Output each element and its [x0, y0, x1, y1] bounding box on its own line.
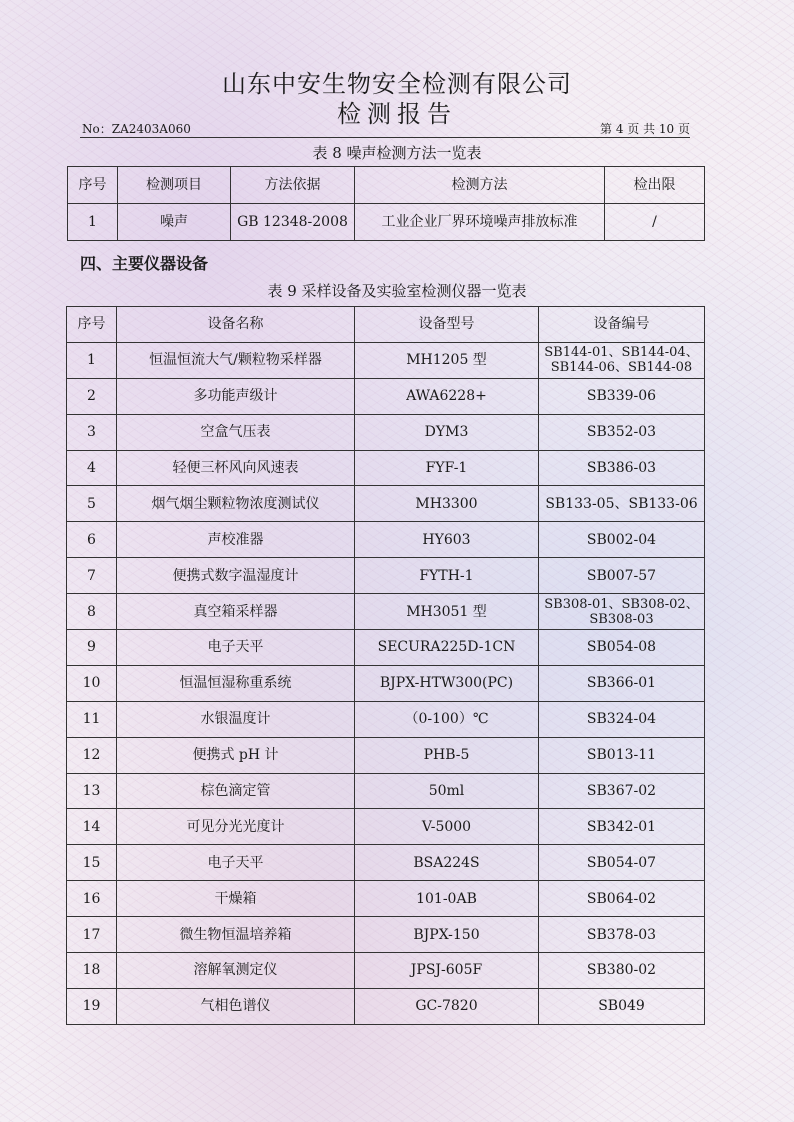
table-row — [67, 701, 705, 737]
header-cell: 设备型号 — [355, 307, 539, 343]
table-cell: 恒温恒湿称重系统 — [117, 665, 355, 701]
table-row — [67, 558, 705, 594]
cell-line: SB308-03 — [589, 611, 654, 627]
table-cell: SB366-01 — [539, 665, 705, 701]
table-cell: 17 — [67, 917, 117, 953]
table-cell: 13 — [67, 773, 117, 809]
table-cell: 18 — [67, 953, 117, 989]
table-cell: 可见分光光度计 — [117, 809, 355, 845]
table-cell: MH3051 型 — [355, 594, 539, 630]
table-cell: 2 — [67, 378, 117, 414]
table-cell: GC-7820 — [355, 988, 539, 1024]
table-cell: SB133-05、SB133-06 — [539, 486, 705, 522]
table-cell: 101-0AB — [355, 881, 539, 917]
table-cell: 电子天平 — [117, 630, 355, 666]
table-cell: SB367-02 — [539, 773, 705, 809]
table-cell: 空盒气压表 — [117, 414, 355, 450]
report-number — [82, 120, 191, 137]
table-cell: 8 — [67, 594, 117, 630]
table-cell: SB064-02 — [539, 881, 705, 917]
table-cell: 溶解氧测定仪 — [117, 953, 355, 989]
table-cell: 9 — [67, 630, 117, 666]
table-cell: SB352-03 — [539, 414, 705, 450]
table-row — [67, 630, 705, 666]
table-row — [68, 204, 705, 241]
table-cell: SB013-11 — [539, 737, 705, 773]
table-cell: 水银温度计 — [117, 701, 355, 737]
table-cell — [539, 594, 705, 630]
table-row — [67, 665, 705, 701]
table-row — [67, 594, 705, 630]
section-heading: 四、主要仪器设备 — [80, 254, 209, 273]
table-cell: 3 — [67, 414, 117, 450]
header-cell: 序号 — [68, 167, 118, 204]
table-cell: SB378-03 — [539, 917, 705, 953]
table-cell: 6 — [67, 522, 117, 558]
table-header-row — [67, 307, 705, 343]
page-indicator: 第 4 页 共 10 页 — [600, 122, 690, 136]
table-cell: SB324-04 — [539, 701, 705, 737]
table-cell: 50ml — [355, 773, 539, 809]
table-cell: SB049 — [539, 988, 705, 1024]
company-name: 山东中安生物安全检测有限公司 — [222, 70, 572, 98]
table-cell: 14 — [67, 809, 117, 845]
table-cell: 噪声 — [118, 204, 231, 241]
table-cell: V-5000 — [355, 809, 539, 845]
report-number-label: No： — [82, 122, 112, 136]
report-title: 检测报告 — [337, 100, 457, 128]
table-row — [67, 917, 705, 953]
table-row — [67, 953, 705, 989]
header-cell: 检测项目 — [118, 167, 231, 204]
table-row — [67, 378, 705, 414]
table-cell: 5 — [67, 486, 117, 522]
table-row — [67, 773, 705, 809]
table-row — [67, 414, 705, 450]
equipment-table-caption: 表 9 采样设备及实验室检测仪器一览表 — [267, 282, 527, 300]
table-row — [67, 737, 705, 773]
table-cell: 19 — [67, 988, 117, 1024]
equipment-table — [66, 306, 705, 1025]
report-number-value: ZA2403A060 — [111, 122, 191, 136]
header-cell: 序号 — [67, 307, 117, 343]
table-cell: 1 — [68, 204, 118, 241]
noise-method-table — [67, 166, 705, 241]
table-row — [67, 450, 705, 486]
header-cell: 设备编号 — [539, 307, 705, 343]
header-divider — [80, 137, 690, 138]
table-cell: / — [605, 204, 705, 241]
table-row — [67, 342, 705, 378]
table-cell: 11 — [67, 701, 117, 737]
table-row — [67, 881, 705, 917]
table-cell: 电子天平 — [117, 845, 355, 881]
table-cell: GB 12348-2008 — [231, 204, 355, 241]
table-cell: 12 — [67, 737, 117, 773]
table-cell: BJPX-150 — [355, 917, 539, 953]
table-cell: SB386-03 — [539, 450, 705, 486]
table-cell: 气相色谱仪 — [117, 988, 355, 1024]
table-cell: 干燥箱 — [117, 881, 355, 917]
table-row — [67, 809, 705, 845]
cell-line: SB144-06、SB144-08 — [550, 360, 693, 376]
cell-line: SB144-01、SB144-04、 — [544, 345, 699, 361]
table-cell: DYM3 — [355, 414, 539, 450]
table-cell: 便携式 pH 计 — [117, 737, 355, 773]
table-row — [67, 845, 705, 881]
table-cell: 烟气烟尘颗粒物浓度测试仪 — [117, 486, 355, 522]
table-cell: SB380-02 — [539, 953, 705, 989]
table-row — [67, 988, 705, 1024]
header-cell: 检测方法 — [355, 167, 605, 204]
table-cell: BSA224S — [355, 845, 539, 881]
table-cell: FYF-1 — [355, 450, 539, 486]
cell-line: SB308-01、SB308-02、 — [544, 596, 699, 612]
table-cell: 微生物恒温培养箱 — [117, 917, 355, 953]
table-cell: SB054-08 — [539, 630, 705, 666]
table-cell: 7 — [67, 558, 117, 594]
table-cell: SB342-01 — [539, 809, 705, 845]
table-cell: SB339-06 — [539, 378, 705, 414]
table-cell — [539, 342, 705, 378]
table-row — [67, 522, 705, 558]
table-header-row — [68, 167, 705, 204]
table-cell: 轻便三杯风向风速表 — [117, 450, 355, 486]
table-cell: 真空箱采样器 — [117, 594, 355, 630]
table-cell: 1 — [67, 342, 117, 378]
table-cell: 工业企业厂界环境噪声排放标准 — [355, 204, 605, 241]
table-cell: MH1205 型 — [355, 342, 539, 378]
table-cell: FYTH-1 — [355, 558, 539, 594]
table-cell: JPSJ-605F — [355, 953, 539, 989]
table-cell: BJPX-HTW300(PC) — [355, 665, 539, 701]
table-cell: HY603 — [355, 522, 539, 558]
table-cell: 棕色滴定管 — [117, 773, 355, 809]
noise-table-caption: 表 8 噪声检测方法一览表 — [312, 144, 482, 162]
header-cell: 方法依据 — [231, 167, 355, 204]
table-cell: 15 — [67, 845, 117, 881]
header-cell: 检出限 — [605, 167, 705, 204]
header-cell: 设备名称 — [117, 307, 355, 343]
table-cell: 多功能声级计 — [117, 378, 355, 414]
table-cell: 声校准器 — [117, 522, 355, 558]
table-cell: （0-100）℃ — [355, 701, 539, 737]
table-cell: 10 — [67, 665, 117, 701]
table-cell: 4 — [67, 450, 117, 486]
table-cell: SECURA225D-1CN — [355, 630, 539, 666]
table-cell: MH3300 — [355, 486, 539, 522]
table-row — [67, 486, 705, 522]
table-cell: SB007-57 — [539, 558, 705, 594]
table-cell: SB054-07 — [539, 845, 705, 881]
table-cell: AWA6228+ — [355, 378, 539, 414]
table-cell: 便携式数字温湿度计 — [117, 558, 355, 594]
table-cell: PHB-5 — [355, 737, 539, 773]
table-cell: 16 — [67, 881, 117, 917]
table-cell: SB002-04 — [539, 522, 705, 558]
table-cell: 恒温恒流大气/颗粒物采样器 — [117, 342, 355, 378]
